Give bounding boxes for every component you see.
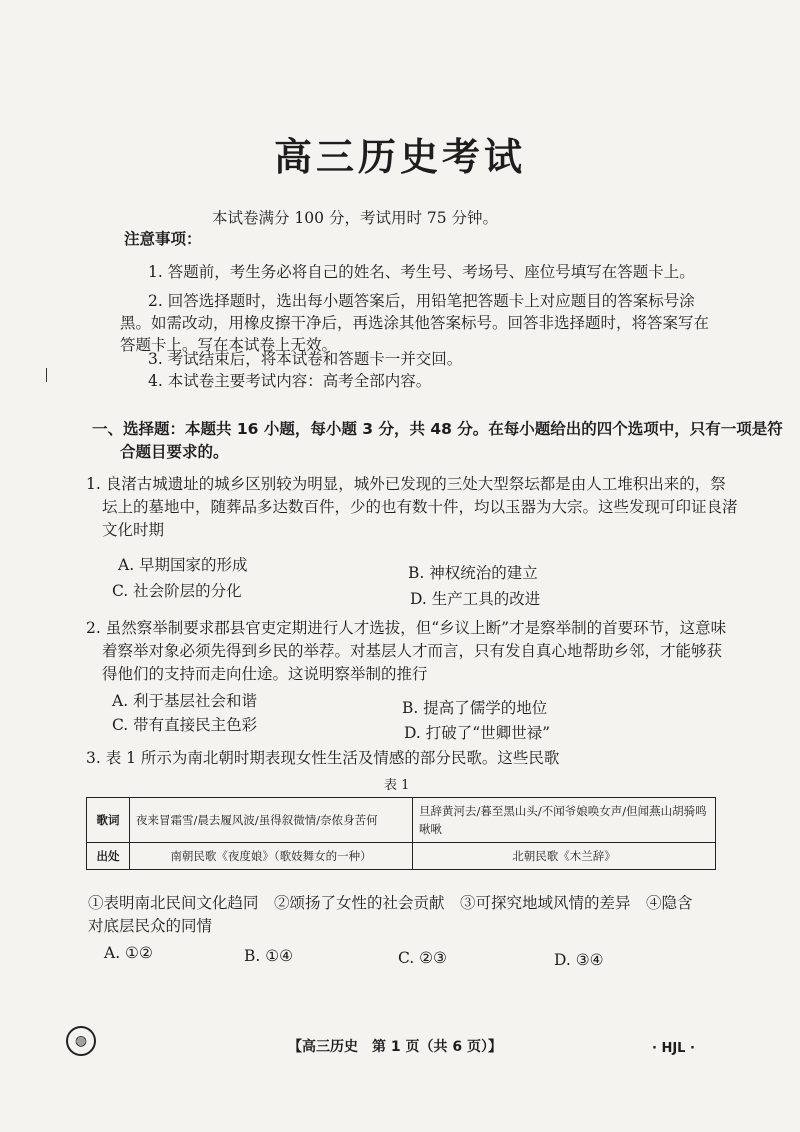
q2-option-c: C. 带有直接民主色彩 <box>112 716 258 734</box>
table-cell-south-source: 南朝民歌《夜度娘》（歌妓舞女的一种） <box>130 843 413 870</box>
q3-option-c: C. ②③ <box>398 949 447 967</box>
page-title: 高三历史考试 <box>273 135 526 179</box>
notice-item: 4. 本试卷主要考试内容：高考全部内容。 <box>148 372 432 390</box>
question-2-line: 2. 虽然察举制要求郡县官吏定期进行人才选拔，但“乡议上断”才是察举制的首要环节，这意味 <box>86 619 727 637</box>
notice-item: 黑。如需改动，用橡皮擦干净后，再选涂其他答案标号。回答非选择题时，将答案写在 <box>120 314 710 332</box>
exam-subtitle: 本试卷满分 100 分，考试用时 75 分钟。 <box>212 209 499 227</box>
q3-option-b: B. ①④ <box>244 947 294 965</box>
question-3-line: 3. 表 1 所示为南北朝时期表现女性生活及情感的部分民歌。这些民歌 <box>86 749 560 767</box>
table-cell-north-source: 北朝民歌《木兰辞》 <box>413 843 716 870</box>
q2-option-b: B. 提高了儒学的地位 <box>402 699 548 717</box>
q1-option-d: D. 生产工具的改进 <box>410 590 541 608</box>
section-heading: 一、选择题：本题共 16 小题，每小题 3 分，共 48 分。在每小题给出的四个选项中，只有一项是符 <box>92 420 783 438</box>
q2-option-a: A. 利于基层社会和谐 <box>112 692 258 710</box>
notice-item: 2. 回答选择题时，选出每小题答案后，用铅笔把答题卡上对应题目的答案标号涂 <box>148 292 695 310</box>
seal-icon: ◍ <box>66 1026 96 1056</box>
notice-item: 1. 答题前，考生务必将自己的姓名、考生号、考场号、座位号填写在答题卡上。 <box>148 263 695 281</box>
table-cell-south-lyrics: 夜来冒霜雪/晨去履风波/虽得叙微情/奈侬身苦何 <box>130 798 413 843</box>
question-1-line: 1. 良渚古城遗址的城乡区别较为明显，城外已发现的三处大型祭坛都是由人工堆积出来的，祭 <box>86 475 726 493</box>
question-2-line: 得他们的支持而走向仕途。这说明察举制的推行 <box>102 665 428 683</box>
q2-option-d: D. 打破了“世卿世禄” <box>404 724 551 742</box>
table-row <box>87 843 716 870</box>
q1-option-b: B. 神权统治的建立 <box>408 564 538 582</box>
notice-item: 答题卡上。写在本试卷上无效。 <box>120 336 338 354</box>
q3-option-d: D. ③④ <box>554 951 604 969</box>
footer-code: · HJL · <box>652 1041 695 1056</box>
table-caption: 表 1 <box>384 778 410 793</box>
q3-statements: ①表明南北民间文化趋同 ②颂扬了女性的社会贡献 ③可探究地域风情的差异 ④隐含 <box>88 894 693 912</box>
margin-mark <box>46 368 47 382</box>
q3-option-a: A. ①② <box>104 944 153 962</box>
question-1-line: 坛上的墓地中，随葬品多达数百件，少的也有数十件，均以玉器为大宗。这些发现可印证良渚 <box>102 498 738 516</box>
notice-heading: 注意事项： <box>124 230 202 248</box>
q3-statements-cont: 对底层民众的同情 <box>88 917 213 935</box>
song-table <box>86 797 716 870</box>
q1-option-a: A. 早期国家的形成 <box>118 556 248 574</box>
table-header-source: 出处 <box>87 843 130 870</box>
table-cell-north-lyrics: 旦辞黄河去/暮至黑山头/不闻爷娘唤女声/但闻燕山胡骑鸣啾啾 <box>413 798 716 843</box>
section-heading-cont: 合题目要求的。 <box>120 443 229 461</box>
question-2-line: 着察举对象必须先得到乡民的举荐。对基层人才而言，只有发自真心地帮助乡邻，才能够获 <box>102 642 723 660</box>
q1-option-c: C. 社会阶层的分化 <box>112 582 242 600</box>
page-footer: 【高三历史 第 1 页（共 6 页）】 <box>288 1039 502 1055</box>
question-1-line: 文化时期 <box>102 521 165 539</box>
notice-item: 3. 考试结束后，将本试卷和答题卡一并交回。 <box>148 350 463 368</box>
table-row <box>87 798 716 843</box>
table-header-lyrics: 歌词 <box>87 798 130 843</box>
